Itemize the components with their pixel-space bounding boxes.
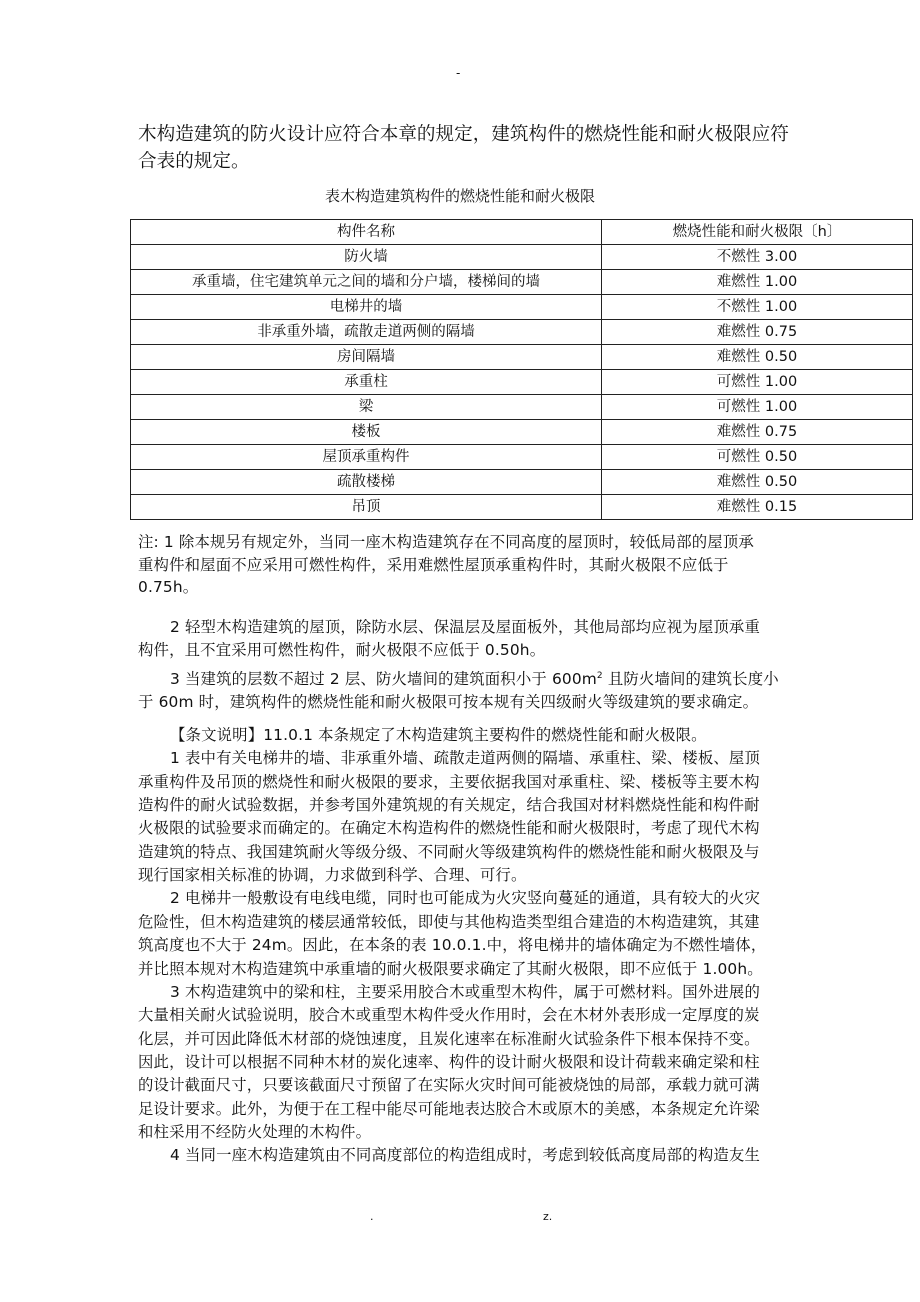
- column-header: 构件名称: [131, 220, 602, 245]
- component-cell: 屋顶承重构件: [131, 445, 602, 470]
- explanation-line: 造建筑的特点、我国建筑耐火等级分级、不同耐火等级建筑构件的燃烧性能和耐火极限及与: [138, 842, 760, 861]
- explanation-line: 和柱采用不经防火处理的木构件。: [138, 1122, 372, 1141]
- table-row: [131, 395, 913, 420]
- rating-cell: 难燃性 1.00: [602, 270, 913, 295]
- intro-line: 合表的规定。: [138, 151, 250, 172]
- column-header: 燃烧性能和耐火极限〔h〕: [602, 220, 913, 245]
- note-line: 重构件和屋面不应采用可燃性构件，采用难燃性屋顶承重构件时，其耐火极限不应低于: [138, 556, 729, 574]
- note-line: 0.75h。: [138, 578, 199, 596]
- note-text: 且防火墙间的建筑长度小: [602, 670, 779, 688]
- rating-cell: 难燃性 0.75: [602, 420, 913, 445]
- rating-cell: 可燃性 1.00: [602, 395, 913, 420]
- explanation-line: 火极限的试验要求而确定的。在确定木构造构件的燃烧性能和耐火极限时，考虑了现代木构: [138, 819, 760, 838]
- rating-cell: 不燃性 3.00: [602, 245, 913, 270]
- explanation-line: 现行国家相关标准的协调，力求做到科学、合理、可行。: [138, 866, 527, 885]
- table-row: [131, 245, 913, 270]
- table-row: [131, 270, 913, 295]
- table-caption: 表木构造建筑构件的燃烧性能和耐火极限: [324, 187, 595, 205]
- explanation-line: 并比照本规对木构造建筑中承重墙的耐火极限要求确定了其耐火极限，即不应低于 1.00h。: [138, 959, 763, 978]
- note-text: 3 当建筑的层数不超过 2 层、防火墙间的建筑面积小于 600m: [170, 670, 597, 688]
- explanation-line: 造构件的耐火试验数据，并参考国外建筑规的有关规定，结合我国对材料燃烧性能和构件耐: [138, 796, 760, 815]
- table-header-row: [131, 220, 913, 245]
- table-row: [131, 420, 913, 445]
- page-header: -: [456, 66, 461, 80]
- explanation-line: 4 当同一座木构造建筑由不同高度部位的构造组成时，考虑到较低高度局部的构造友生: [170, 1146, 760, 1165]
- table-row: [131, 320, 913, 345]
- explanation-line: 1 表中有关电梯井的墙、非承重外墙、疏散走道两侧的隔墙、承重柱、梁、楼板、屋顶: [170, 749, 760, 768]
- rating-cell: 可燃性 1.00: [602, 370, 913, 395]
- component-cell: 非承重外墙，疏散走道两侧的隔墙: [131, 320, 602, 345]
- note-line: [170, 667, 779, 689]
- explanation-line: 危险性，但木构造建筑的楼层通常较低，即使与其他构造类型组合建造的木构造建筑，其建: [138, 912, 760, 931]
- explanation-line: 的设计截面尺寸，只要该截面尺寸预留了在实际火灾时间可能被烧蚀的局部，承载力就可满: [138, 1076, 760, 1095]
- component-cell: 承重柱: [131, 370, 602, 395]
- explanation-line: 因此，设计可以根据不同种木材的炭化速率、构件的设计耐火极限和设计荷载来确定梁和柱: [138, 1052, 760, 1071]
- component-cell: 疏散楼梯: [131, 470, 602, 495]
- footer-mark: .: [370, 1210, 374, 1223]
- rating-cell: 可燃性 0.50: [602, 445, 913, 470]
- component-cell: 房间隔墙: [131, 345, 602, 370]
- component-cell: 楼板: [131, 420, 602, 445]
- note-line: 于 60m 时，建筑构件的燃烧性能和耐火极限可按本规有关四级耐火等级建筑的要求确定。: [138, 693, 759, 711]
- explanation-line: 筑高度也不大于 24m。因此，在本条的表 10.0.1.中，将电梯井的墙体确定为不燃性墙体，: [138, 936, 767, 955]
- component-cell: 吊顶: [131, 495, 602, 520]
- table-row: [131, 445, 913, 470]
- explanation-line: 【条文说明】11.0.1 本条规定了木构造建筑主要构件的燃烧性能和耐火极限。: [170, 726, 707, 744]
- explanation-line: 2 电梯井一般敷设有电线电缆，同时也可能成为火灾竖向蔓延的通道，具有较大的火灾: [170, 889, 760, 908]
- explanation-line: 大量相关耐火试验说明，胶合木或重型木构件受火作用时，会在木材外表形成一定厚度的炭: [138, 1006, 760, 1025]
- rating-cell: 难燃性 0.75: [602, 320, 913, 345]
- component-cell: 防火墙: [131, 245, 602, 270]
- rating-cell: 难燃性 0.50: [602, 345, 913, 370]
- table-row: [131, 470, 913, 495]
- rating-cell: 难燃性 0.50: [602, 470, 913, 495]
- note-line: 构件，且不宜采用可燃性构件，耐火极限不应低于 0.50h。: [138, 641, 546, 659]
- note-line: 2 轻型木构造建筑的屋顶，除防水层、保温层及屋面板外，其他局部均应视为屋顶承重: [170, 618, 760, 636]
- table-row: [131, 370, 913, 395]
- table-row: [131, 345, 913, 370]
- table-row: [131, 295, 913, 320]
- explanation-line: 足设计要求。此外，为便于在工程中能尽可能地表达胶合木或原木的美感，本条规定允许梁: [138, 1099, 760, 1118]
- component-cell: 承重墙，住宅建筑单元之间的墙和分户墙，楼梯间的墙: [131, 270, 602, 295]
- table-row: [131, 495, 913, 520]
- explanation-line: 3 木构造建筑中的梁和柱，主要采用胶合木或重型木构件，属于可燃材料。国外进展的: [170, 982, 760, 1001]
- fire-resistance-table: [130, 219, 913, 520]
- intro-line: 木构造建筑的防火设计应符合本章的规定，建筑构件的燃烧性能和耐火极限应符: [138, 124, 789, 145]
- explanation-line: 承重构件及吊顶的燃烧性和耐火极限的要求，主要依据我国对承重柱、梁、楼板等主要木构: [138, 772, 760, 791]
- footer-mark: z.: [543, 1210, 553, 1223]
- rating-cell: 难燃性 0.15: [602, 495, 913, 520]
- superscript: 2: [596, 670, 603, 681]
- note-line: 注: 1 除本规另有规定外，当同一座木构造建筑存在不同高度的屋顶时，较低局部的屋顶承: [138, 533, 754, 551]
- component-cell: 梁: [131, 395, 602, 420]
- rating-cell: 不燃性 1.00: [602, 295, 913, 320]
- component-cell: 电梯井的墙: [131, 295, 602, 320]
- explanation-line: 化层，并可因此降低木材部的烧蚀速度，且炭化速率在标准耐火试验条件下根本保持不变。: [138, 1029, 760, 1048]
